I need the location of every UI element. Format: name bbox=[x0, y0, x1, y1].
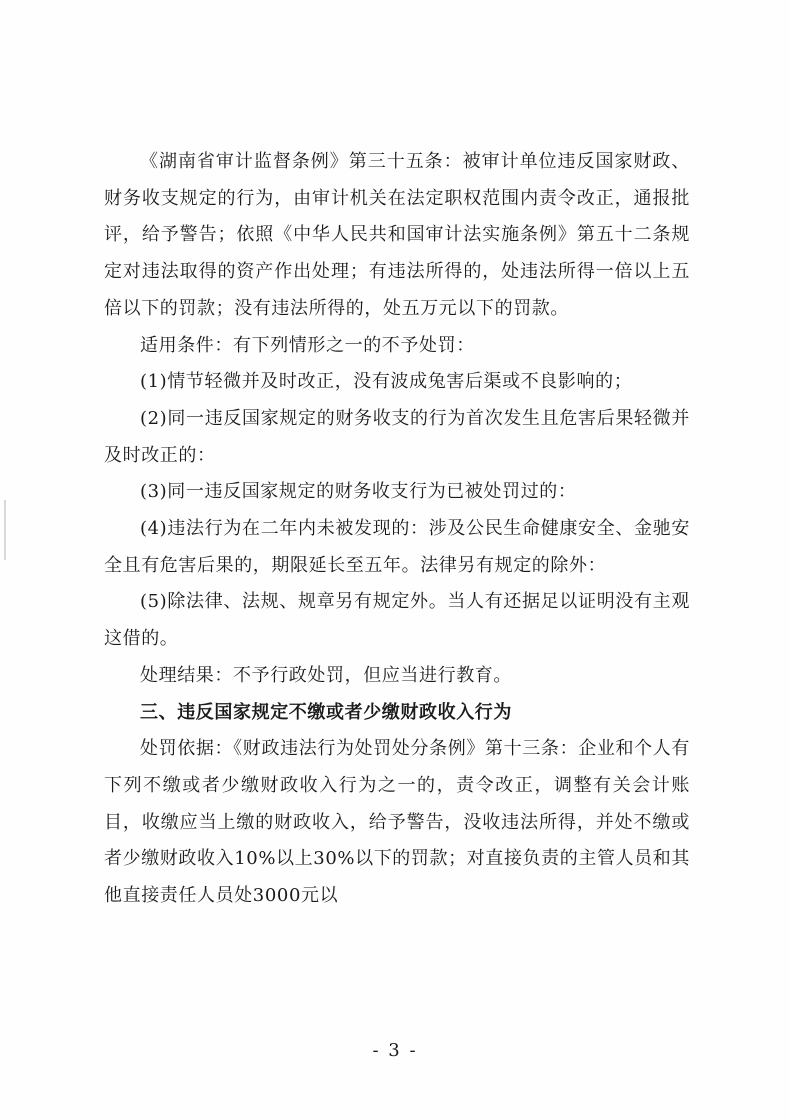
paragraph-condition-4: (4)违法行为在二年内未被发现的：涉及公民生命健康安全、金驰安全且有危害后果的，期限延长至五年。法律另有规定的除外： bbox=[104, 518, 690, 576]
paragraph-condition-5: (5)除法律、法规、规章另有规定外。当人有还据足以证明没有主观这借的。 bbox=[104, 591, 690, 650]
paragraph-article-35: 《湖南省审计监督条例》第三十五条：被审计单位违反国家财政、财务收支规定的行为，由审计机关在法定职权范围内责令改正，通报批评，给予警告；依照《中华人民共和国审计法实施条例》第五十二条规定对违法取得的资产作出处理；有违法所得的，处违法所得一倍以上五倍以下的罚款；没有违法所得的，处五万元以下的罚款。 bbox=[104, 151, 690, 319]
paragraph-conditions-intro: 适用条件：有下列情形之一的不予处罚： bbox=[140, 334, 475, 356]
paragraph-condition-1: (1)情节轻微并及时改正，没有波成兔害后渠或不良影响的； bbox=[140, 371, 633, 393]
document-body bbox=[104, 144, 690, 915]
section-heading-3: 三、违反国家规定不缴或者少缴财政收入行为 bbox=[140, 701, 512, 723]
paragraph-result: 处理结果：不予行政处罚，但应当进行教育。 bbox=[140, 664, 512, 686]
paragraph-penalty-basis: 处罚依据：《财政违法行为处罚处分条例》第十三条：企业和个人有下列不缴或者少缴财政收入行为之一的，责令改正，调整有关会计账目，收缴应当上缴的财政收入，给予警告，没收违法所得，并处不缴或者少缴财政收入10%以上30%以下的罚款；对直接负责的主管人员和其他直接责任人员处3000元以 bbox=[104, 738, 690, 907]
scan-artifact bbox=[4, 500, 6, 560]
paragraph-condition-3: (3)同一违反国家规定的财务收支行为已被处罚过的： bbox=[140, 481, 577, 503]
paragraph-condition-2: (2)同一违反国家规定的财务收支的行为首次发生且危害后果轻微并及时改正的： bbox=[104, 407, 690, 466]
page-number: - 3 - bbox=[372, 1040, 418, 1061]
